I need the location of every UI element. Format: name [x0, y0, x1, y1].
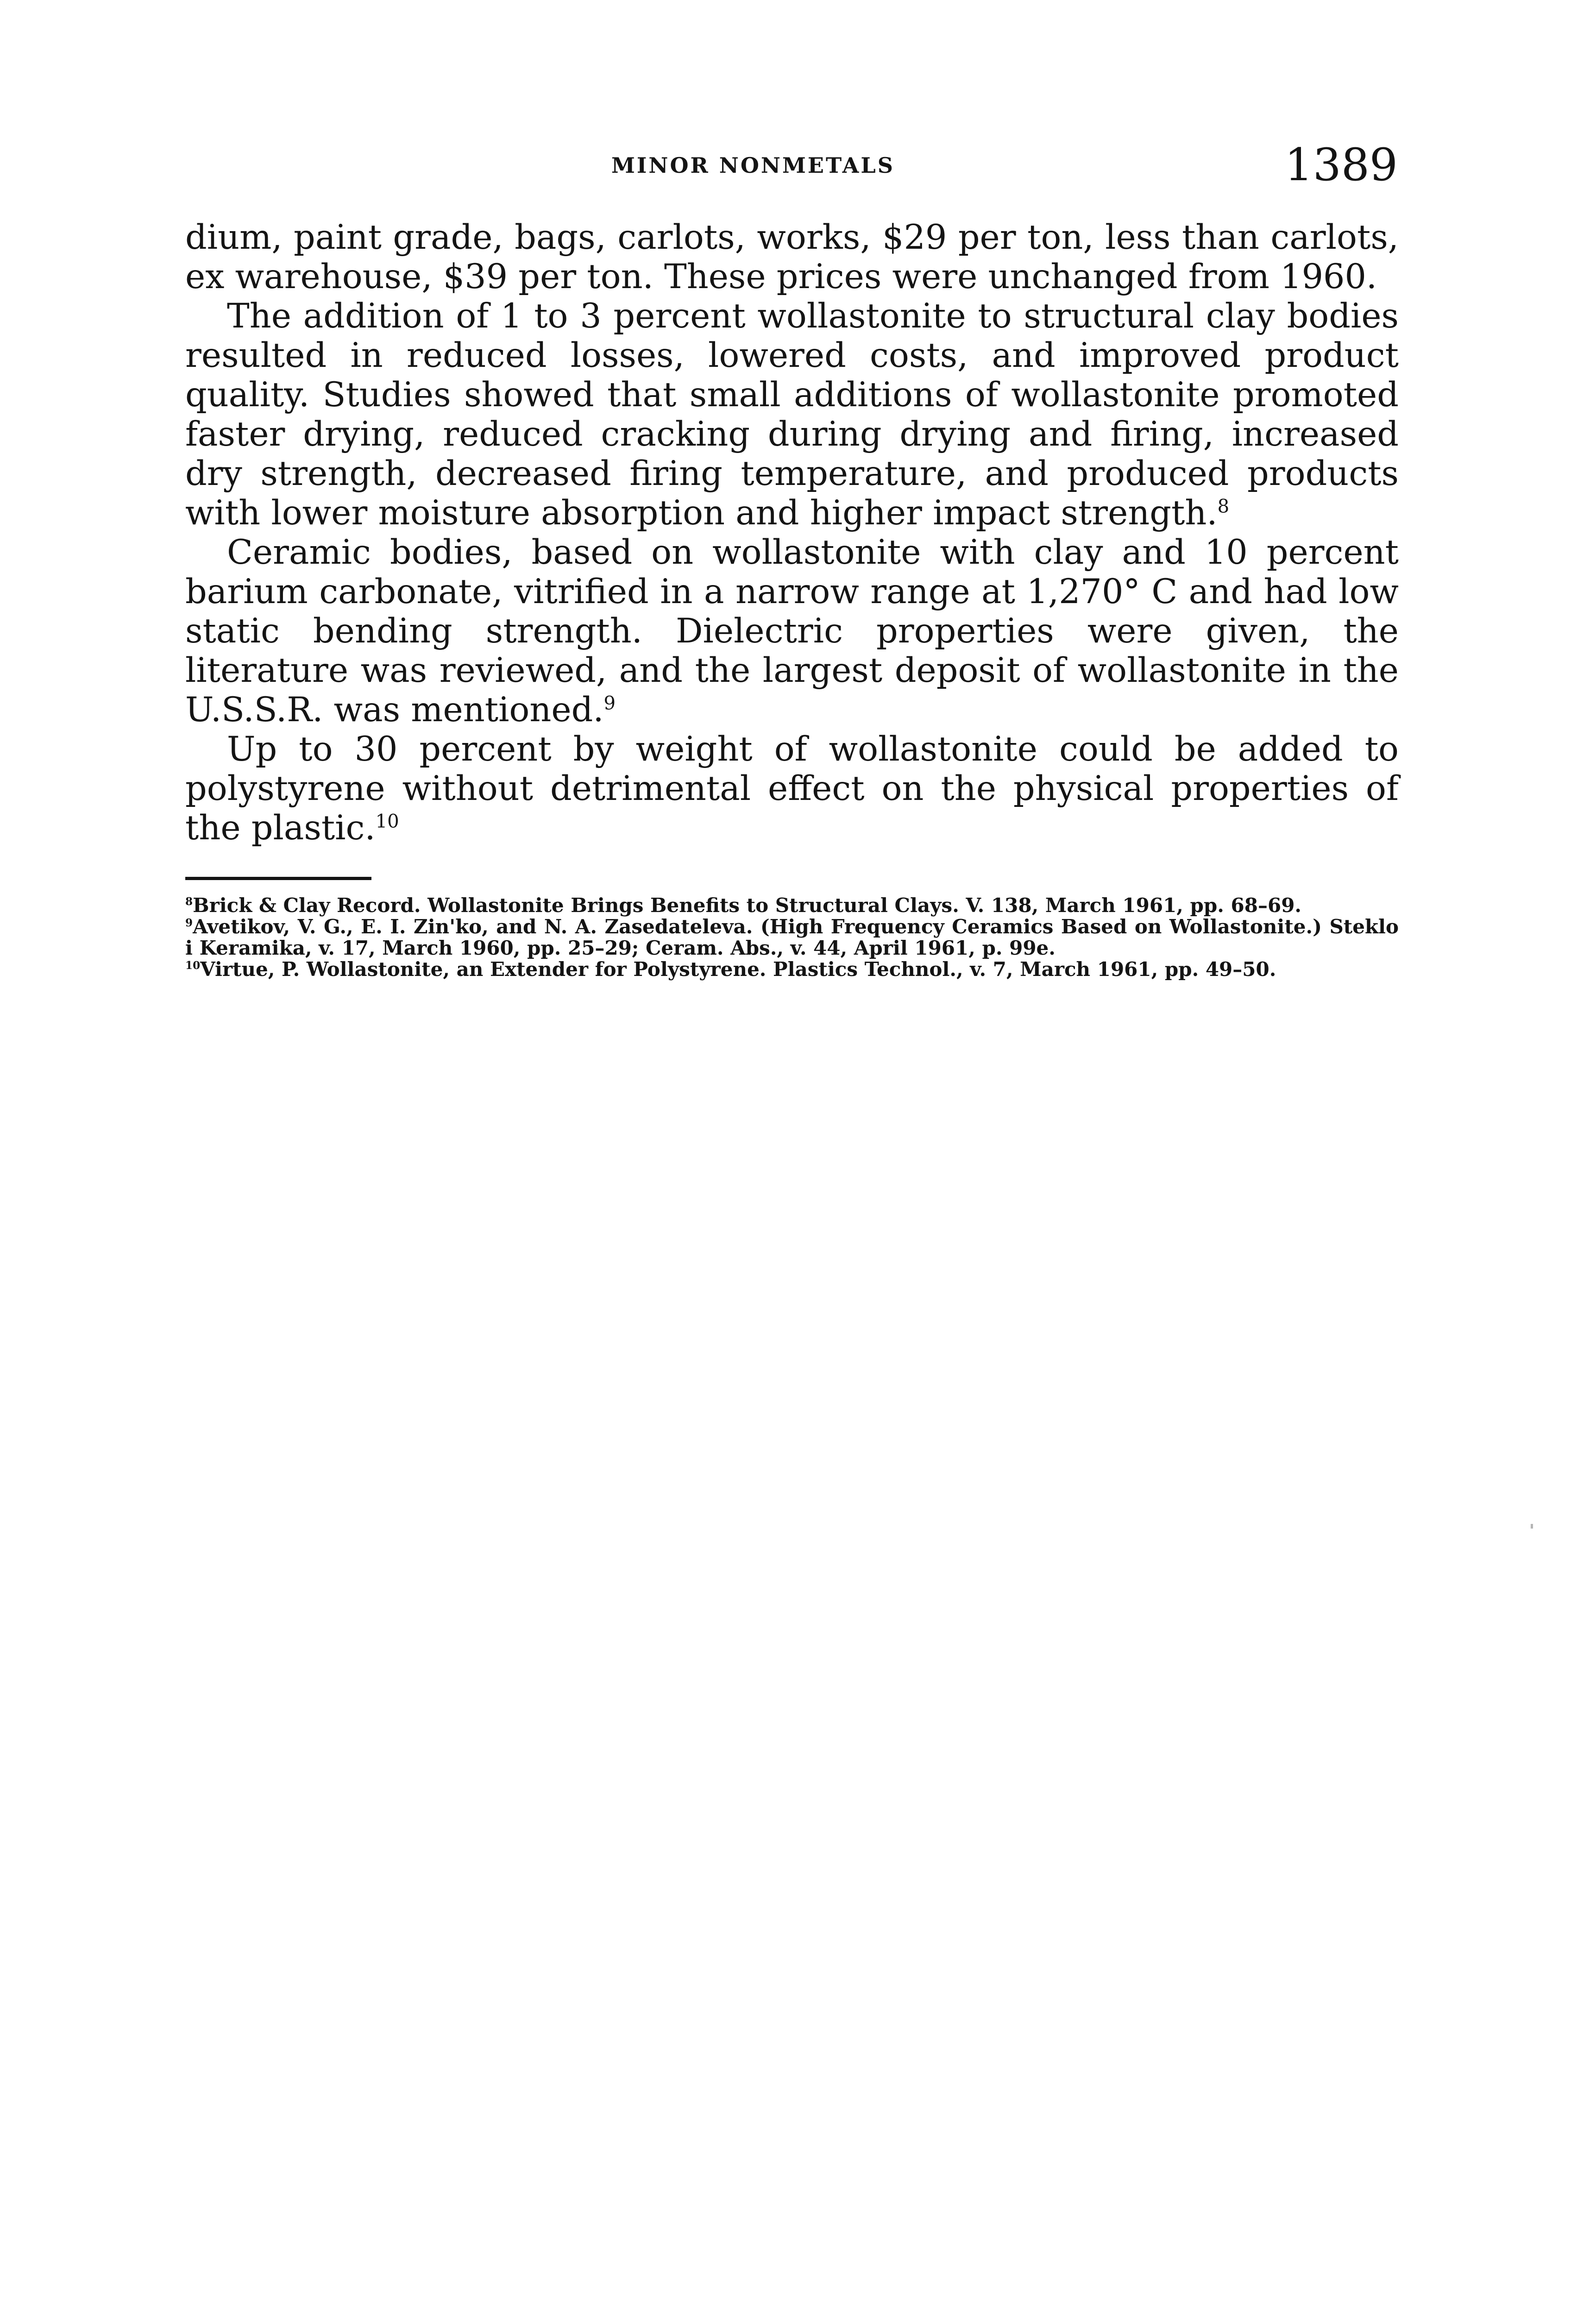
footnote-number: 9: [185, 917, 193, 929]
page-header: [0, 139, 1596, 195]
footnote-text: Virtue, P. Wollastonite, an Extender for Polystyrene. Plastics Technol., v. 7, March 1961, pp. 49–50.: [200, 958, 1276, 981]
paragraph-1-text: dium, paint grade, bags, carlots, works, $29 per ton, less than carlots, ex warehouse, $39 per ton. These prices were unchanged from 1960.: [185, 218, 1399, 296]
footnote-text: Avetikov, V. G., E. I. Zin'ko, and N. A. Zasedateleva. (High Frequency Ceramics Based on Wollastonite.) Steklo i Keramika, v. 17, March 1960, pp. 25–29; Ceram. Abs., v. 44, April 1961, p. 99e.: [185, 915, 1399, 959]
footnote-10: [185, 959, 1399, 980]
page-number: 1389: [1284, 139, 1398, 191]
footnote-ref-9[interactable]: 9: [603, 692, 616, 714]
footnote-ref-10[interactable]: 10: [375, 811, 399, 832]
paragraph-structural-clay: [185, 296, 1399, 533]
footnotes: [185, 895, 1399, 980]
footnote-number: 10: [185, 959, 201, 972]
paragraph-continuation: [185, 218, 1399, 296]
paragraph-3-text: Ceramic bodies, based on wollastonite with clay and 10 percent barium carbonate, vitrified in a narrow range at 1,270° C and had low static bending strength. Dielectric properties were given, the literature was reviewed, and the largest deposit of wollastonite in the U.S.S.R. was mentioned.: [185, 533, 1399, 730]
footnote-ref-8[interactable]: 8: [1217, 496, 1230, 517]
footnote-8: [185, 895, 1399, 916]
footnote-text: Brick & Clay Record. Wollastonite Brings Benefits to Structural Clays. V. 138, March 1961, pp. 68–69.: [193, 894, 1302, 917]
paragraph-4-text: Up to 30 percent by weight of wollastonite could be added to polystyrene without detrimental effect on the physical properties of the plastic.: [185, 730, 1399, 848]
footnote-divider: [185, 877, 371, 880]
footnote-9: [185, 916, 1399, 959]
paragraph-ceramic-bodies: [185, 533, 1399, 730]
running-head: MINOR NONMETALS: [611, 153, 895, 178]
body-text: [185, 218, 1399, 848]
paragraph-2-text: The addition of 1 to 3 percent wollastonite to structural clay bodies resulted in reduced losses, lowered costs, and improved product quality. Studies showed that small additions of wollastonite promoted faster drying, reduced cracking during drying and firing, increased dry strength, decreased firing temperature, and produced products with lower moisture absorption and higher impact strength.: [185, 296, 1399, 533]
scan-speck: [1531, 1524, 1533, 1529]
footnote-number: 8: [185, 895, 193, 908]
paragraph-polystyrene: [185, 730, 1399, 848]
